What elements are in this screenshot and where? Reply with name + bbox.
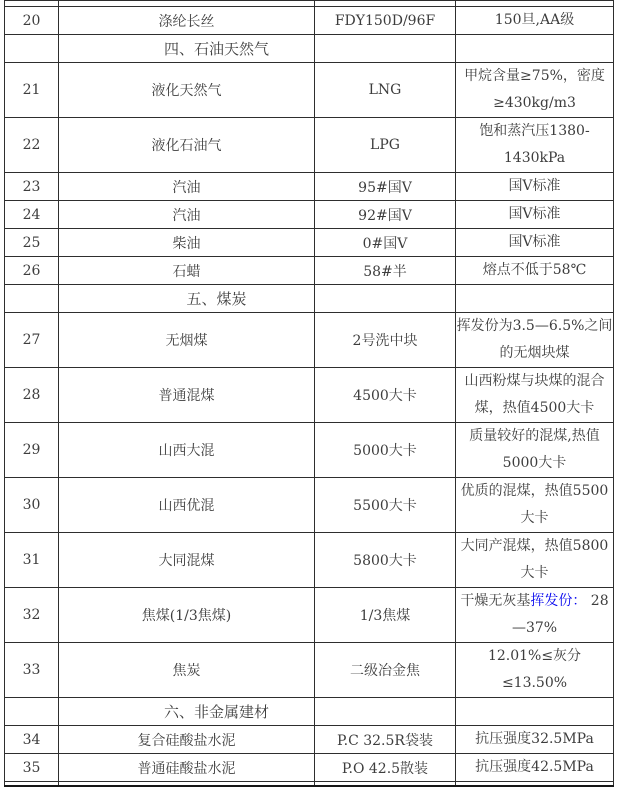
description-cell — [456, 726, 614, 754]
spec-cell: 5800大卡 — [315, 533, 456, 588]
table-row — [5, 643, 614, 698]
spec-cell: 二级冶金焦 — [315, 643, 456, 698]
description-text: 干燥无灰基 — [460, 593, 531, 609]
product-name-cell: 复合硅酸盐水泥 — [59, 726, 315, 754]
description-cell — [456, 257, 614, 285]
description-cell — [456, 7, 614, 35]
description-cell — [456, 285, 614, 313]
commodity-spec-table — [4, 0, 614, 787]
description-text: 质量较好的混煤,热值5000大卡 — [469, 428, 600, 471]
description-cell — [456, 698, 614, 726]
description-text: 国V标准 — [508, 206, 561, 222]
row-number-cell: 32 — [5, 588, 59, 643]
row-number-cell: 34 — [5, 726, 59, 754]
spec-cell: P.O 42.5散装 — [315, 754, 456, 782]
product-name-cell: 焦煤(1/3焦煤) — [59, 588, 315, 643]
product-name-cell: 大同混煤 — [59, 533, 315, 588]
description-text: 抗压强度32.5MPa — [475, 731, 594, 747]
table-row — [5, 754, 614, 782]
product-name-cell: 柴油 — [59, 229, 315, 257]
description-cell — [456, 368, 614, 423]
row-number-cell: 26 — [5, 257, 59, 285]
description-text: 12.01%≤灰分≤13.50% — [487, 648, 582, 691]
table-row — [5, 173, 614, 201]
spec-cell: 5000大卡 — [315, 423, 456, 478]
spec-cell: 1/3焦煤 — [315, 588, 456, 643]
spec-table-body — [5, 1, 614, 787]
description-cell — [456, 173, 614, 201]
section-header-row — [5, 285, 614, 313]
row-number-cell: 20 — [5, 7, 59, 35]
table-row — [5, 118, 614, 173]
product-name-cell: 山西优混 — [59, 478, 315, 533]
description-text: 挥发份为3.5—6.5%之间的无烟块煤 — [456, 318, 613, 361]
row-number-cell: 25 — [5, 229, 59, 257]
spec-cell: FDY150D/96F — [315, 7, 456, 35]
table-row — [5, 63, 614, 118]
product-name-cell: 焦炭 — [59, 643, 315, 698]
section-title-cell: 六、非金属建材 — [59, 698, 315, 726]
description-cell — [456, 588, 614, 643]
spec-cell: 95#国V — [315, 173, 456, 201]
description-cell — [456, 423, 614, 478]
row-number-cell: 28 — [5, 368, 59, 423]
description-cell — [456, 643, 614, 698]
description-text: 优质的混煤，热值5500大卡 — [460, 483, 609, 526]
section-title-cell: 五、煤炭 — [59, 285, 315, 313]
description-cell — [456, 118, 614, 173]
product-name-cell: 普通混煤 — [59, 368, 315, 423]
spec-cell: 0#国V — [315, 229, 456, 257]
spec-cell: 5500大卡 — [315, 478, 456, 533]
product-name-cell: 液化石油气 — [59, 118, 315, 173]
volatile-matter-link[interactable]: 挥发份： — [530, 593, 587, 609]
row-number-cell — [5, 35, 59, 63]
table-row — [5, 7, 614, 35]
spec-cell: 2号洗中块 — [315, 313, 456, 368]
description-cell — [456, 313, 614, 368]
spec-cell — [315, 35, 456, 63]
description-text: 甲烷含量≥75%，密度≥430kg/m3 — [464, 68, 605, 111]
spec-cell: 58#半 — [315, 257, 456, 285]
description-text: 山西粉煤与块煤的混合煤，热值4500大卡 — [464, 373, 605, 416]
section-header-row — [5, 698, 614, 726]
row-number-cell: 24 — [5, 201, 59, 229]
description-text: 28 —37% — [511, 593, 609, 636]
row-number-cell: 22 — [5, 118, 59, 173]
spec-cell: 4500大卡 — [315, 368, 456, 423]
section-title-cell: 四、石油天然气 — [59, 35, 315, 63]
empty-cell — [59, 782, 315, 787]
table-row — [5, 201, 614, 229]
description-cell — [456, 63, 614, 118]
empty-cell — [315, 782, 456, 787]
description-cell — [456, 533, 614, 588]
empty-cell — [5, 782, 59, 787]
section-header-row — [5, 35, 614, 63]
description-text: 大同产混煤，热值5800大卡 — [460, 538, 609, 581]
spec-cell — [315, 285, 456, 313]
spec-cell: 92#国V — [315, 201, 456, 229]
description-text: 抗压强度42.5MPa — [475, 759, 594, 775]
product-name-cell: 涤纶长丝 — [59, 7, 315, 35]
product-name-cell: 汽油 — [59, 201, 315, 229]
product-name-cell: 汽油 — [59, 173, 315, 201]
row-number-cell — [5, 285, 59, 313]
description-text: 国V标准 — [508, 178, 561, 194]
description-text: 150旦,AA级 — [494, 12, 575, 28]
description-text: 熔点不低于58℃ — [482, 262, 587, 278]
description-cell — [456, 754, 614, 782]
table-row — [5, 588, 614, 643]
row-number-cell — [5, 698, 59, 726]
product-name-cell: 普通硅酸盐水泥 — [59, 754, 315, 782]
row-number-cell: 21 — [5, 63, 59, 118]
empty-cell — [456, 782, 614, 787]
spec-cell: P.C 32.5R袋装 — [315, 726, 456, 754]
spec-cell: LPG — [315, 118, 456, 173]
row-number-cell: 29 — [5, 423, 59, 478]
description-text: 国V标准 — [508, 234, 561, 250]
description-cell — [456, 201, 614, 229]
row-number-cell: 30 — [5, 478, 59, 533]
row-number-cell: 33 — [5, 643, 59, 698]
product-name-cell: 液化天然气 — [59, 63, 315, 118]
table-row — [5, 229, 614, 257]
table-row — [5, 257, 614, 285]
partial-row-bottom — [5, 782, 614, 787]
description-text: 饱和蒸汽压1380-1430kPa — [479, 123, 590, 166]
description-cell — [456, 478, 614, 533]
row-number-cell: 23 — [5, 173, 59, 201]
description-cell — [456, 229, 614, 257]
table-row — [5, 726, 614, 754]
description-cell — [456, 35, 614, 63]
row-number-cell: 27 — [5, 313, 59, 368]
product-name-cell: 石蜡 — [59, 257, 315, 285]
row-number-cell: 31 — [5, 533, 59, 588]
spec-cell: LNG — [315, 63, 456, 118]
product-name-cell: 无烟煤 — [59, 313, 315, 368]
table-row — [5, 313, 614, 368]
spec-cell — [315, 698, 456, 726]
table-row — [5, 368, 614, 423]
table-row — [5, 478, 614, 533]
table-row — [5, 533, 614, 588]
table-row — [5, 423, 614, 478]
product-name-cell: 山西大混 — [59, 423, 315, 478]
row-number-cell: 35 — [5, 754, 59, 782]
